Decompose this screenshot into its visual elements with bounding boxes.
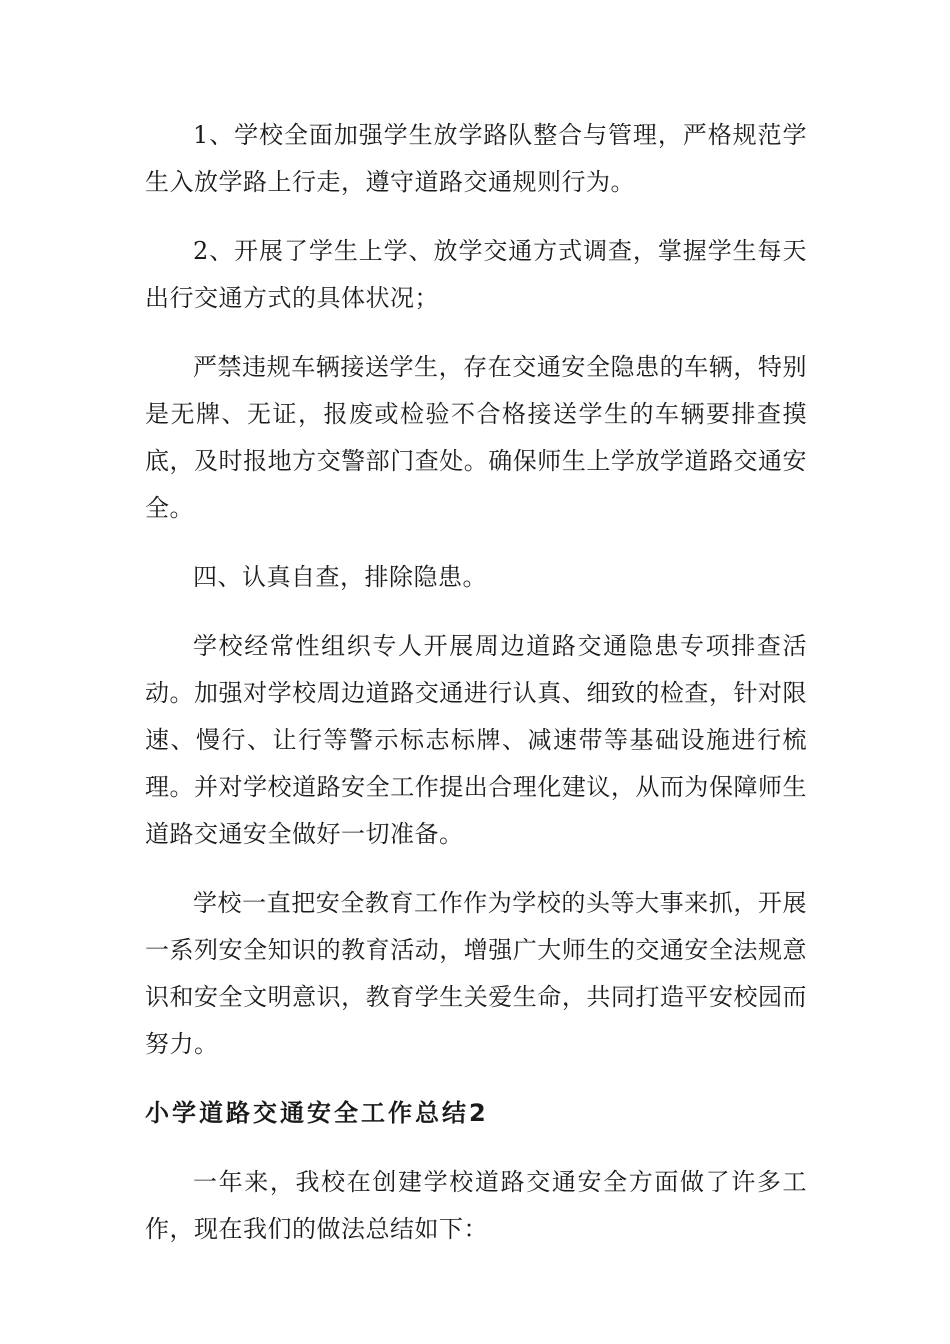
paragraph-year-summary: 一年来，我校在创建学校道路交通安全方面做了许多工作，现在我们的做法总结如下： xyxy=(145,1168,807,1243)
paragraph-vehicle-ban: 严禁违规车辆接送学生，存在交通安全隐患的车辆，特别是无牌、无证，报废或检验不合格接送学生的车辆要排查摸底，及时报地方交警部门查处。确保师生上学放学道路交通安全。 xyxy=(145,353,807,522)
document-body xyxy=(145,112,807,1275)
paragraph-self-inspection-heading: 四、认真自查，排除隐患。 xyxy=(193,563,487,591)
section-heading: 小学道路交通安全工作总结2 xyxy=(145,1099,489,1127)
paragraph-route-management: 1、学校全面加强学生放学路队整合与管理，严格规范学生入放学路上行走，遵守道路交通规则行为。 xyxy=(145,121,807,196)
paragraph-hazard-inspection: 学校经常性组织专人开展周边道路交通隐患专项排查活动。加强对学校周边道路交通进行认真、细致的检查，针对限速、慢行、让行等警示标志标牌、减速带等基础设施进行梳理。并对学校道路安全工作提出合理化建议，从而为保障师生道路交通安全做好一切准备。 xyxy=(145,632,807,848)
paragraph-safety-education: 学校一直把安全教育工作作为学校的头等大事来抓，开展一系列安全知识的教育活动，增强广大师生的交通安全法规意识和安全文明意识，教育学生关爱生命，共同打造平安校园而努力。 xyxy=(145,889,807,1058)
paragraph-travel-survey: 2、开展了学生上学、放学交通方式调查，掌握学生每天出行交通方式的具体状况； xyxy=(145,237,807,312)
